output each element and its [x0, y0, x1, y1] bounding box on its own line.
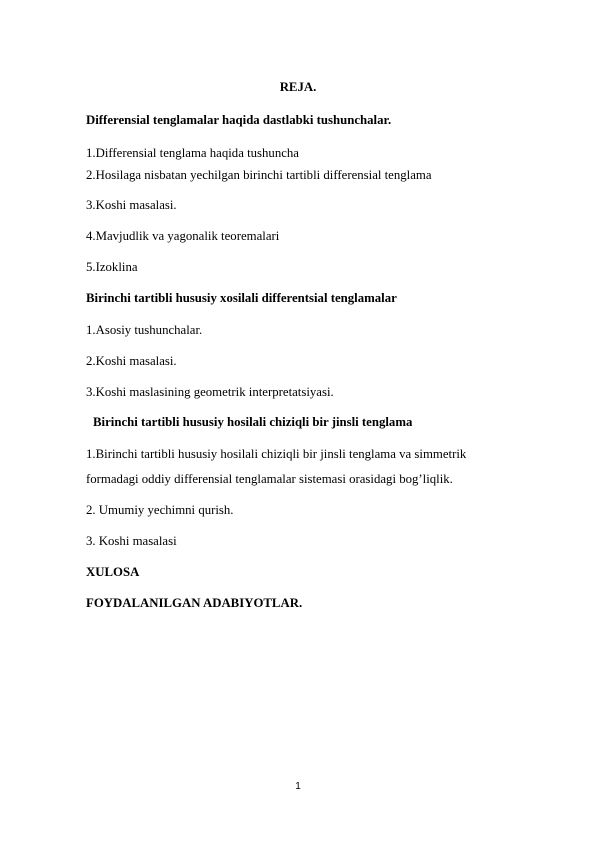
- list-item: 3.Koshi masalasi.: [86, 198, 177, 212]
- list-item: 1.Differensial tenglama haqida tushuncha: [86, 146, 299, 160]
- section-heading-1: Differensial tenglamalar haqida dastlabki tushunchalar.: [86, 113, 392, 127]
- conclusion-heading: XULOSA: [86, 565, 140, 579]
- section-heading-2: Birinchi tartibli hususiy xosilali differentsial tenglamalar: [86, 291, 397, 305]
- page-number: 1: [295, 781, 301, 792]
- list-item: 3.Koshi maslasining geometrik interpretatsiyasi.: [86, 385, 334, 399]
- section-heading-3: Birinchi tartibli hususiy hosilali chiziqli bir jinsli tenglama: [93, 415, 413, 429]
- list-item: 2. Umumiy yechimni qurish.: [86, 503, 234, 517]
- list-item: 1.Birinchi tartibli hususiy hosilali chiziqli bir jinsli tenglama va simmetrik: [86, 447, 467, 461]
- list-item: 2.Koshi masalasi.: [86, 354, 177, 368]
- list-item: 2.Hosilaga nisbatan yechilgan birinchi tartibli differensial tenglama: [86, 168, 432, 182]
- list-item: 3. Koshi masalasi: [86, 534, 177, 548]
- references-heading: FOYDALANILGAN ADABIYOTLAR.: [86, 596, 303, 610]
- list-item: 1.Asosiy tushunchalar.: [86, 323, 203, 337]
- list-item: 5.Izoklina: [86, 260, 138, 274]
- list-item: 4.Mavjudlik va yagonalik teoremalari: [86, 229, 280, 243]
- list-item: formadagi oddiy differensial tenglamalar sistemasi orasidagi bog’liqlik.: [86, 472, 453, 486]
- page-title: REJA.: [279, 80, 317, 94]
